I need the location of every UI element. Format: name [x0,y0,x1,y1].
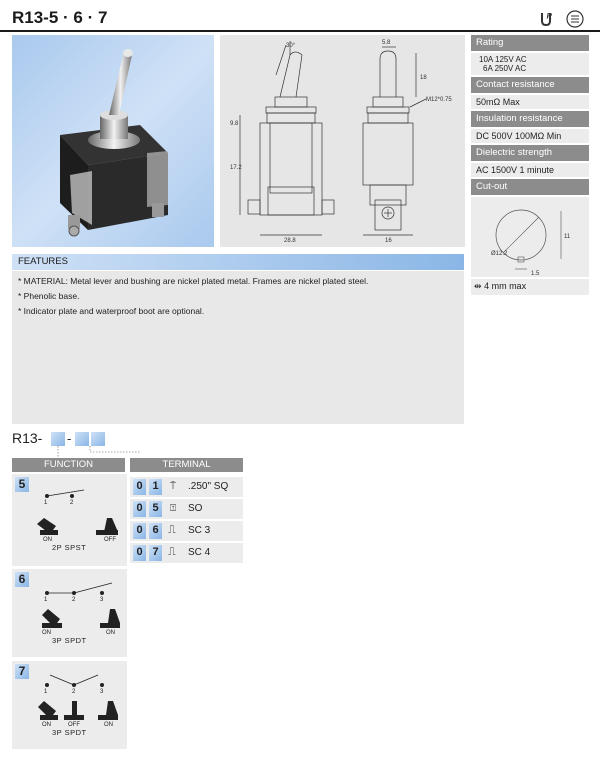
feature-item: * MATERIAL: Metal lever and bushing are nickel plated metal. Frames are nickel plated steel. [18,276,369,286]
panel-thickness [471,279,589,295]
order-code-prefix: R13- [12,430,43,446]
function-name: 2P SPST [52,543,87,552]
product-photo [12,35,214,247]
terminal-label: SO [188,503,203,514]
function-7-block [12,661,127,749]
panel-thickness-value: 4 mm max [484,281,527,291]
features-bar [12,254,464,270]
features-list [12,271,464,424]
rating-line-1: 10A 125V AC [479,55,527,64]
feature-item: * Phenolic base. [18,291,80,301]
cutout-label: Cut-out [471,179,589,195]
function-5-diagram [12,474,127,566]
terminal-digit-2: 1 [149,479,162,495]
cutout-width: 1.5 [531,271,540,277]
function-code: 5 [15,477,29,492]
dimension-drawing [220,35,465,247]
order-terminal-box-1 [75,432,89,446]
cutout-height: 11 [564,234,571,240]
terminal-row-06 [130,521,243,541]
terminal-3-label: 3 [100,689,104,695]
terminal-1-label: 1 [44,500,48,506]
function-name: 3P SPDT [52,728,87,737]
function-6-block [12,569,127,657]
position-off: OFF [104,537,116,543]
dim-angle: 30° [286,43,296,49]
rating-values [471,53,589,75]
screw-terminal-icon: ⎍ [168,524,176,536]
terminal-1-label: 1 [44,689,48,695]
terminal-digit-1: 0 [133,479,146,495]
cutout-diameter: Ø12.2 [491,251,508,257]
function-name: 3P SPDT [52,636,87,645]
terminal-label: SC 4 [188,547,211,558]
order-function-box [51,432,65,446]
contact-label: Contact resistance [471,77,589,93]
svg-text:ᴿ: ᴿ [546,12,552,24]
terminal-digit-1: 0 [133,545,146,561]
rating-line-2: 6A 250V AC [483,64,527,73]
dielectric-label: Dielectric strength [471,145,589,161]
dim-width-front: 28.8 [284,238,296,244]
dim-height-lever: 18 [420,75,427,81]
terminal-label: .250" SQ [188,481,229,492]
position-on: ON [42,722,51,728]
position-off: OFF [68,722,80,728]
terminal-digit-2: 7 [149,545,162,561]
solder-terminal-icon: ⍐ [170,503,176,514]
insulation-value: DC 500V 100MΩ Min [471,129,589,143]
terminal-digit-2: 5 [149,501,162,517]
function-header: FUNCTION [12,458,125,472]
order-terminal-box-2 [91,432,105,446]
position-on: ON [42,630,51,636]
position-on: ON [104,722,113,728]
screw-terminal-icon: ⎍ [168,546,176,558]
dim-width-side: 16 [385,238,392,244]
terminal-row-07 [130,543,243,563]
dim-bushing: 9.8 [230,121,239,127]
function-code: 6 [15,572,29,587]
terminal-1-label: 1 [44,597,48,603]
terminal-2-label: 2 [72,597,76,603]
terminal-2-label: 2 [72,689,76,695]
certification-logos [538,7,588,29]
insulation-label: Insulation resistance [471,111,589,127]
feature-item: * Indicator plate and waterproof boot are optional. [18,306,205,316]
order-separator: - [67,431,72,446]
terminal-label: SC 3 [188,525,211,536]
header-rule [0,30,600,32]
terminal-row-01 [130,477,243,497]
terminal-digit-2: 6 [149,523,162,539]
panel-thickness-icon: ⇹ [474,281,482,291]
dielectric-value: AC 1500V 1 minute [471,163,589,177]
position-on: ON [106,630,115,636]
contact-value: 50mΩ Max [471,95,589,109]
terminal-digit-1: 0 [133,523,146,539]
function-code: 7 [15,664,29,679]
terminal-2-label: 2 [70,500,74,506]
terminal-3-label: 3 [100,597,104,603]
dim-thread: M12*0.75 [426,97,452,103]
page-title: R13-5 · 6 · 7 [12,8,108,27]
function-5-block [12,474,127,566]
dim-body: 17.2 [230,165,242,171]
terminal-row-05 [130,499,243,519]
rating-label: Rating [471,35,589,51]
terminal-digit-1: 0 [133,501,146,517]
cutout-diagram [471,197,589,277]
terminal-header: TERMINAL [130,458,243,472]
quick-connect-icon: ⍑ [170,481,176,492]
spec-table [471,35,589,295]
position-on: ON [43,537,52,543]
features-title: FEATURES [18,256,68,267]
dim-width-top: 5.8 [382,40,391,46]
